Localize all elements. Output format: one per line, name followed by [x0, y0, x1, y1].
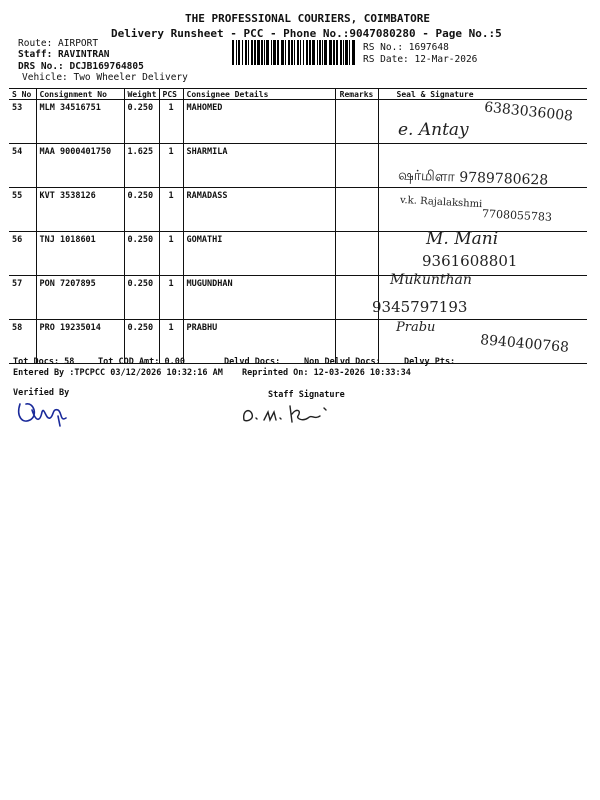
barcode-bar: [291, 40, 293, 65]
runsheet-title: Delivery Runsheet - PCC - Phone No.:9047080280 - Page No.:5: [111, 27, 502, 40]
column-header: S No: [9, 89, 36, 100]
delivery-points: Delvy Pts:: [404, 357, 456, 367]
sno-cell: 56: [9, 232, 36, 276]
column-header: Weight: [124, 89, 159, 100]
remarks-cell: [335, 144, 378, 188]
barcode-bar: [271, 40, 272, 65]
barcode-bar: [288, 40, 290, 65]
barcode-bar: [236, 40, 237, 65]
handwritten-signature: v.k. Rajalakshmi: [399, 194, 483, 211]
handwritten-phone: 6383036008: [483, 99, 574, 125]
weight-cell: 0.250: [124, 188, 159, 232]
sno-cell: 53: [9, 100, 36, 144]
barcode-bar: [242, 40, 243, 65]
consignment-cell: TNJ 1018601: [36, 232, 124, 276]
consignee-cell: MAHOMED: [183, 100, 335, 144]
pcs-cell: 1: [159, 276, 183, 320]
consignee-cell: RAMADASS: [183, 188, 335, 232]
barcode-bar: [248, 40, 249, 65]
pcs-cell: 1: [159, 188, 183, 232]
weight-cell: 0.250: [124, 232, 159, 276]
barcode-bar: [300, 40, 301, 65]
reprinted-on: Reprinted On: 12-03-2026 10:33:34: [242, 368, 411, 378]
barcode-bar: [261, 40, 263, 65]
handwritten-signature: ஷர்மிளா 9789780628: [397, 167, 549, 189]
remarks-cell: [335, 100, 378, 144]
remarks-cell: [335, 232, 378, 276]
barcode-bar: [352, 40, 355, 65]
consignee-cell: PRABHU: [183, 320, 335, 364]
handwritten-phone: 9345797193: [372, 298, 468, 316]
pcs-cell: 1: [159, 232, 183, 276]
weight-cell: 0.250: [124, 100, 159, 144]
drs-number: DRS No.: DCJB169764805: [18, 61, 144, 72]
barcode-bar: [319, 40, 321, 65]
table-header-row: [9, 89, 587, 100]
remarks-cell: [335, 188, 378, 232]
barcode-bar: [333, 40, 335, 65]
handwritten-phone: 9361608801: [422, 252, 518, 270]
barcode-bar: [232, 40, 234, 65]
weight-cell: 1.625: [124, 144, 159, 188]
handwritten-signature: Mukunthan: [390, 272, 472, 288]
staff-signature-scribble: [240, 402, 360, 426]
column-header: Remarks: [335, 89, 378, 100]
total-cod-amount: Tot COD Amt: 0.00: [98, 357, 185, 367]
barcode-bar: [245, 40, 247, 65]
barcode-bar: [297, 40, 299, 65]
rs-number: RS No.: 1697648: [363, 42, 449, 53]
barcode-bar: [309, 40, 311, 65]
barcode-bar: [254, 40, 256, 65]
barcode-bar: [294, 40, 295, 65]
consignment-cell: MAA 9000401750: [36, 144, 124, 188]
column-header: PCS: [159, 89, 183, 100]
verified-signature-scribble: [14, 396, 74, 428]
barcode-bar: [324, 40, 327, 65]
barcode-bar: [266, 40, 269, 65]
barcode-bar: [277, 40, 279, 65]
barcode-bar: [345, 40, 348, 65]
sno-cell: 58: [9, 320, 36, 364]
barcode-bar: [317, 40, 318, 65]
barcode-graphic: [232, 40, 358, 65]
barcode-bar: [312, 40, 315, 65]
company-name: THE PROFESSIONAL COURIERS, COIMBATORE: [185, 12, 431, 25]
pcs-cell: 1: [159, 320, 183, 364]
consignee-cell: GOMATHI: [183, 232, 335, 276]
barcode-bar: [322, 40, 323, 65]
staff-signature-label: Staff Signature: [268, 390, 345, 400]
weight-cell: 0.250: [124, 276, 159, 320]
pcs-cell: 1: [159, 100, 183, 144]
barcode-image: [232, 40, 358, 65]
delivered-docs: Delvd Docs:: [224, 357, 281, 367]
consignment-cell: KVT 3538126: [36, 188, 124, 232]
consignment-cell: PON 7207895: [36, 276, 124, 320]
consignee-cell: MUGUNDHAN: [183, 276, 335, 320]
pcs-cell: 1: [159, 144, 183, 188]
consignee-cell: SHARMILA: [183, 144, 335, 188]
barcode-bar: [273, 40, 276, 65]
route-label: Route: AIRPORT: [18, 38, 99, 49]
consignment-cell: MLM 34516751: [36, 100, 124, 144]
column-header: Consignee Details: [183, 89, 335, 100]
barcode-bar: [264, 40, 265, 65]
barcode-bar: [251, 40, 253, 65]
barcode-bar: [285, 40, 286, 65]
rs-date: RS Date: 12-Mar-2026: [363, 54, 478, 65]
sno-cell: 57: [9, 276, 36, 320]
column-header: Consignment No: [36, 89, 124, 100]
entered-by: Entered By :TPCPCC 03/12/2026 10:32:16 AM: [13, 368, 223, 378]
sno-cell: 54: [9, 144, 36, 188]
handwritten-phone: 7708055783: [481, 207, 553, 224]
handwritten-signature: Prabu: [396, 320, 436, 335]
handwritten-signature: e. Antay: [398, 120, 469, 140]
barcode-bar: [343, 40, 344, 65]
handwritten-phone: 8940400768: [479, 332, 570, 356]
vehicle-label: Vehicle: Two Wheeler Delivery: [22, 72, 188, 83]
verified-by-label: Verified By: [13, 388, 70, 398]
barcode-bar: [303, 40, 304, 65]
barcode-bar: [349, 40, 350, 65]
runsheet-table: [9, 88, 587, 364]
staff-label: Staff: RAVINTRAN: [18, 49, 110, 60]
barcode-bar: [257, 40, 260, 65]
total-docs: Tot Docs: 58: [13, 357, 75, 367]
barcode-bar: [306, 40, 308, 65]
handwritten-signature: M. Mani: [426, 229, 499, 249]
non-delivered-docs: Non Delvd Docs:: [304, 357, 381, 367]
barcode-bar: [238, 40, 240, 65]
weight-cell: 0.250: [124, 320, 159, 364]
barcode-bar: [281, 40, 284, 65]
barcode-bar: [340, 40, 342, 65]
table-row: [9, 276, 587, 320]
column-header: Seal & Signature: [378, 89, 587, 100]
barcode-bar: [336, 40, 338, 65]
sno-cell: 55: [9, 188, 36, 232]
barcode-bar: [329, 40, 332, 65]
consignment-cell: PRO 19235014: [36, 320, 124, 364]
